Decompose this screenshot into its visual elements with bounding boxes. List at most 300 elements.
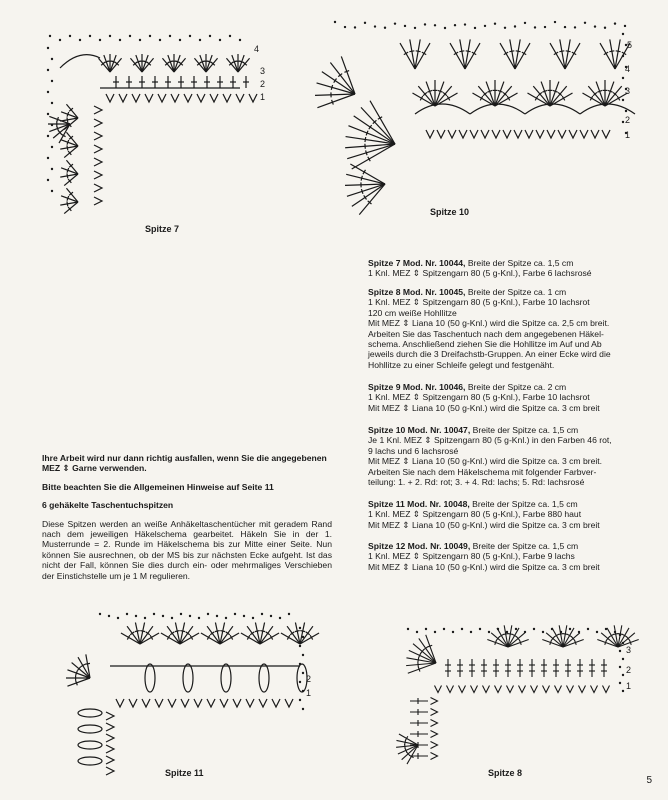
chain-dot <box>551 628 553 630</box>
stitch-bar <box>459 51 464 52</box>
chain-dot <box>622 658 624 660</box>
v-stitch <box>236 94 244 102</box>
chain-dot <box>51 146 53 148</box>
v-stitch <box>481 130 489 138</box>
chain-dot <box>452 631 454 633</box>
chain-dot <box>189 35 191 37</box>
treble-stitch <box>110 55 116 72</box>
v-stitch <box>94 184 102 192</box>
chain-dot <box>279 617 281 619</box>
stitch-bar <box>300 631 305 632</box>
treble-stitch <box>142 58 154 72</box>
row-number-3: 3 <box>626 645 632 655</box>
chain-dot <box>109 35 111 37</box>
v-stitch <box>431 720 438 727</box>
v-stitch <box>94 145 102 153</box>
treble-stitch <box>346 174 385 184</box>
treble-stitch <box>341 56 355 94</box>
v-stitch <box>602 130 610 138</box>
v-stitch <box>94 106 102 114</box>
v-stitch <box>106 767 114 775</box>
treble-stitch <box>142 55 148 72</box>
chain-dot <box>234 613 236 615</box>
chain-dot <box>135 615 137 617</box>
row-1-v-marks <box>106 94 257 102</box>
stitch-bar <box>260 631 265 632</box>
chain-dot <box>180 613 182 615</box>
treble-stitch <box>174 58 186 72</box>
stitch-bar <box>466 51 471 52</box>
stitch-bar <box>498 90 503 92</box>
chain-dot <box>479 628 481 630</box>
chain-dot <box>424 23 426 25</box>
treble-stitch <box>104 55 110 72</box>
chain-dot <box>89 35 91 37</box>
chain-dot <box>229 35 231 37</box>
v-stitch <box>483 686 490 693</box>
v-stitch <box>448 130 456 138</box>
chain-dot <box>625 110 627 112</box>
stitch-bar <box>616 51 621 52</box>
chain-dot <box>533 628 535 630</box>
stitch-bar <box>180 631 185 632</box>
chain-dot <box>302 672 304 674</box>
stitch-bar <box>613 634 618 635</box>
leaf-stitch <box>221 664 231 692</box>
v-stitch <box>514 130 522 138</box>
v-stitch <box>246 699 254 707</box>
caption-spitze-10: Spitze 10 <box>430 207 470 217</box>
chain-dot <box>425 628 427 630</box>
row-number-4: 4 <box>625 64 631 74</box>
v-stitch <box>543 686 550 693</box>
chain-dot <box>622 77 624 79</box>
chain-dot <box>474 27 476 29</box>
treble-stitch <box>588 86 605 106</box>
chain-dot <box>334 21 336 23</box>
row-number-2: 2 <box>260 79 266 89</box>
chain-dot <box>524 631 526 633</box>
diagram-spitze-7 <box>40 28 280 218</box>
chain-dot <box>504 27 506 29</box>
chain-dot <box>506 631 508 633</box>
chain-dot <box>47 69 49 71</box>
chain-dot <box>554 21 556 23</box>
chain-dot <box>299 681 301 683</box>
stitch-bar <box>365 137 366 142</box>
chain-dot <box>624 25 626 27</box>
v-stitch <box>145 94 153 102</box>
chain-dot <box>622 674 624 676</box>
treble-stitch <box>130 58 142 72</box>
chain-dot <box>299 645 301 647</box>
v-stitch <box>142 699 150 707</box>
v-stitch <box>94 171 102 179</box>
v-stitch <box>435 686 442 693</box>
entry-spitze-8: Spitze 8 Mod. Nr. 10045, Breite der Spitze ca. 1 cm 1 Knl. MEZ ⇕ Spitzengarn 80 (5 g-Knl.), Farbe 10 lachsrot 120 cm weiße Hohllitze Mit MEZ ⇕ Liana 10 (50 g-Knl.) wird die Spitze ca. 2,5 cm breit. Arbeiten Sie das Taschentuch nach dem angegebenen Häkel- schema. Anschließend ziehen Sie die Hohllitze im Auf und Ab jeweils durch die 3 Dreifachstb-Gruppen. An einer Ecke wird die Hohllitze zu einer Schleife gelegt und festgenäht. <box>368 287 611 370</box>
notice-text: Ihre Arbeit wird nur dann richtig ausfallen, wenn Sie die angegebenen MEZ ⇕ Garne verwenden. <box>42 453 327 474</box>
v-stitch <box>119 94 127 102</box>
chain-dot <box>605 628 607 630</box>
stitch-bar <box>332 100 334 105</box>
chain-dot <box>299 627 301 629</box>
v-stitch <box>492 130 500 138</box>
diagram-spitze-11 <box>70 608 330 778</box>
leaf-stitch <box>259 664 269 692</box>
chain-dot <box>198 617 200 619</box>
chain-dot <box>299 699 301 701</box>
treble-stitch <box>232 55 238 72</box>
chain-dot <box>79 39 81 41</box>
chain-dot <box>139 39 141 41</box>
v-stitch <box>459 686 466 693</box>
stitch-bar <box>366 131 368 136</box>
treble-stitch <box>605 82 614 106</box>
v-stitch <box>531 686 538 693</box>
v-stitch <box>94 197 102 205</box>
corner-arc <box>48 55 100 143</box>
v-stitch <box>249 94 257 102</box>
v-stitch <box>210 94 218 102</box>
row-number-1: 1 <box>260 92 266 102</box>
v-stitch <box>220 699 228 707</box>
v-stitch <box>525 130 533 138</box>
chain-dot <box>354 26 356 28</box>
stitch-bar <box>503 634 508 635</box>
v-stitch <box>272 699 280 707</box>
treble-stitch <box>53 124 70 138</box>
chain-dots <box>99 613 304 710</box>
leaf-stitch <box>78 709 102 717</box>
chain-dot <box>49 35 51 37</box>
chain-dot <box>219 39 221 41</box>
chain-dot <box>288 613 290 615</box>
stitch-bar <box>409 51 414 52</box>
chain-dot <box>144 617 146 619</box>
stitch-bar <box>175 631 180 632</box>
v-stitch <box>194 699 202 707</box>
stitch-bar <box>608 90 613 92</box>
chain-dot <box>619 650 621 652</box>
chain-dot <box>622 690 624 692</box>
treble-stitch <box>352 144 395 169</box>
row-number-1: 1 <box>306 688 312 698</box>
leaf-stitch <box>78 725 102 733</box>
stitch-bar <box>516 51 521 52</box>
treble-stitch <box>426 82 435 106</box>
treble-stitch <box>533 86 550 106</box>
chain-dot <box>47 91 49 93</box>
left-fans <box>60 104 78 213</box>
entry-spitze-7: Spitze 7 Mod. Nr. 10044, Breite der Spitze ca. 1,5 cm 1 Knl. MEZ ⇕ Spitzengarn 80 (5 g-Knl.), Farbe 6 lachsrosé <box>368 258 592 279</box>
chain-dot <box>587 628 589 630</box>
v-stitch <box>447 686 454 693</box>
treble-stitch <box>345 184 385 185</box>
treble-stitch <box>317 94 355 108</box>
v-stitch <box>158 94 166 102</box>
chain-dot <box>594 25 596 27</box>
treble-stitch <box>495 82 504 106</box>
chain-dot <box>574 26 576 28</box>
stitch-bar <box>67 140 69 145</box>
v-stitch <box>591 130 599 138</box>
chain-dot <box>416 631 418 633</box>
chain-dot <box>464 23 466 25</box>
chain-dot <box>207 613 209 615</box>
chain-dot <box>622 55 624 57</box>
row-1-v-marks <box>116 699 293 707</box>
v-stitch <box>106 756 114 764</box>
chain-dot <box>622 99 624 101</box>
stitch-bar <box>438 90 443 92</box>
chain-dot <box>171 617 173 619</box>
treble-stitch <box>206 55 212 72</box>
chain-dot <box>414 27 416 29</box>
v-stitch <box>437 130 445 138</box>
row-number-2: 2 <box>626 665 632 675</box>
subheading: 6 gehäkelte Taschentuchspitzen <box>42 500 174 511</box>
left-column-marks <box>106 712 114 775</box>
chain-dot <box>622 33 624 35</box>
v-stitch <box>507 686 514 693</box>
leaf-stitch <box>78 757 102 765</box>
v-stitch <box>591 686 598 693</box>
treble-stitch <box>110 58 122 72</box>
stitch-bar <box>67 173 68 178</box>
stitch-bar <box>609 51 614 52</box>
hint-text: Bitte beachten Sie die Allgemeinen Hinweise auf Seite 11 <box>42 481 274 492</box>
stitch-bar <box>559 51 564 52</box>
chain-dot <box>169 35 171 37</box>
chain-dot <box>461 628 463 630</box>
stitch-bar <box>566 51 571 52</box>
chain-dot <box>69 35 71 37</box>
diagram-spitze-8 <box>388 615 638 765</box>
entry-title: Spitze 10 Mod. Nr. 10047, <box>368 425 471 435</box>
v-stitch <box>155 699 163 707</box>
chain-dot <box>514 25 516 27</box>
chain-dot <box>434 631 436 633</box>
chain-dot <box>454 24 456 26</box>
row-number-3: 3 <box>260 66 266 76</box>
chain-dot <box>252 617 254 619</box>
treble-stitch <box>67 678 90 686</box>
left-column-marks <box>396 698 437 765</box>
treble-stitch <box>478 86 495 106</box>
treble-stitch <box>495 86 512 106</box>
chain-dot <box>126 613 128 615</box>
treble-stitch <box>98 58 110 72</box>
chain-dot <box>243 615 245 617</box>
chain-dot <box>444 27 446 29</box>
chain-dot <box>302 690 304 692</box>
v-stitch <box>503 130 511 138</box>
stitch-bar <box>57 126 59 131</box>
chain-dot <box>216 615 218 617</box>
treble-stitch <box>350 164 385 184</box>
v-stitch <box>106 94 114 102</box>
chain-dot <box>199 39 201 41</box>
v-stitch <box>171 94 179 102</box>
stitch-bar <box>509 51 514 52</box>
row-4-fans <box>98 54 249 72</box>
chain-dot <box>149 35 151 37</box>
row-number-2: 2 <box>625 115 631 125</box>
left-column-marks <box>94 106 102 205</box>
treble-stitch <box>605 86 622 106</box>
stitch-bar <box>427 90 432 92</box>
chain-dot <box>560 631 562 633</box>
chain-dots <box>47 35 241 192</box>
treble-stitch <box>238 58 250 72</box>
chain-dot <box>225 617 227 619</box>
chain-dot <box>59 39 61 41</box>
v-stitch <box>603 686 610 693</box>
chain-dot <box>407 628 409 630</box>
entry-spitze-11: Spitze 11 Mod. Nr. 10048, Breite der Spitze ca. 1,5 cm 1 Knl. MEZ ⇕ Spitzengarn 80 (5 g-Knl.), Farbe 880 haut Mit MEZ ⇕ Liana 10 (50 g-Knl.) wird die Spitze ca. 3 cm breit <box>368 499 600 530</box>
v-stitch <box>223 94 231 102</box>
chain-dot <box>270 615 272 617</box>
treble-stitch <box>226 58 238 72</box>
treble-stitch <box>402 745 418 760</box>
v-stitch <box>94 158 102 166</box>
chain-dots <box>334 21 627 134</box>
chain-dot <box>299 663 301 665</box>
chain-dot <box>51 102 53 104</box>
row-number-1: 1 <box>625 130 631 140</box>
v-stitch <box>106 712 114 720</box>
row-number-1: 1 <box>626 681 632 691</box>
stitch-bar <box>418 657 419 662</box>
chain-dot <box>434 24 436 26</box>
chain-dot <box>494 23 496 25</box>
chain-dot <box>564 26 566 28</box>
stitch-bar <box>361 176 362 181</box>
chain-dot <box>302 636 304 638</box>
caption-spitze-8: Spitze 8 <box>488 768 523 778</box>
caption-spitze-7: Spitze 7 <box>145 224 180 234</box>
chain-dot <box>374 25 376 27</box>
v-stitch <box>431 709 438 716</box>
stitch-bar <box>542 90 547 92</box>
v-stitch <box>536 130 544 138</box>
treble-stitch <box>435 82 444 106</box>
treble-stitch <box>550 82 559 106</box>
row-number-2: 2 <box>306 674 312 684</box>
stitch-bar <box>331 85 332 90</box>
v-stitch <box>567 686 574 693</box>
chain-dot <box>47 113 49 115</box>
v-stitch <box>132 94 140 102</box>
v-stitch <box>181 699 189 707</box>
v-stitch <box>259 699 267 707</box>
chain-dot <box>544 26 546 28</box>
row-number-4: 4 <box>254 44 260 54</box>
v-stitch <box>426 130 434 138</box>
treble-stitch <box>315 94 355 95</box>
v-stitch <box>106 723 114 731</box>
caption-spitze-11: Spitze 11 <box>165 768 204 778</box>
chain-dot <box>51 80 53 82</box>
v-stitch <box>285 699 293 707</box>
v-stitch <box>569 130 577 138</box>
treble-stitch <box>330 62 355 94</box>
v-stitch <box>555 686 562 693</box>
chain-dot <box>47 157 49 159</box>
stitch-bar <box>85 663 90 664</box>
chain-arc <box>415 104 470 114</box>
chain-dot <box>542 631 544 633</box>
chain-dot <box>189 615 191 617</box>
chain-dot <box>364 22 366 24</box>
treble-stitch <box>317 83 355 94</box>
chain-dot <box>515 628 517 630</box>
row-2-stitches <box>100 76 249 88</box>
stitch-bar <box>361 189 363 194</box>
chain-dot <box>614 22 616 24</box>
chain-dot <box>108 615 110 617</box>
row-number-5: 5 <box>627 40 633 50</box>
stitch-bar <box>67 117 68 122</box>
chain-arc <box>525 104 580 114</box>
leaf-stitch <box>145 664 155 692</box>
stitch-bar <box>76 681 78 686</box>
entry-spitze-12: Spitze 12 Mod. Nr. 10049, Breite der Spitze ca. 1,5 cm 1 Knl. MEZ ⇕ Spitzengarn 80 (5 g-Knl.), Farbe 9 lachs Mit MEZ ⇕ Liana 10 (50 g-Knl.) wird die Spitze ca. 3 cm breit <box>368 541 600 572</box>
entry-spitze-10: Spitze 10 Mod. Nr. 10047, Breite der Spitze ca. 1,5 cm Je 1 Knl. MEZ ⇕ Spitzengarn 80 (5 g-Knl.) in den Farben 46 rot, 9 lachs und 6 lachsrosé Mit MEZ ⇕ Liana 10 (50 g-Knl.) wird die Spitze ca. 3 cm breit. Arbeiten Sie nach dem Häkelschema mit folgender Farbver- teilung: 1. + 2. Rd: rot; 3. + 4. Rd: lachs; 5. Rd: lachsrosé <box>368 425 612 488</box>
chain-dot <box>578 631 580 633</box>
chain-dot <box>51 190 53 192</box>
stitch-bar <box>67 112 69 117</box>
chain-dot <box>162 615 164 617</box>
treble-stitch <box>322 72 355 94</box>
treble-stitch <box>435 86 452 106</box>
v-stitch <box>470 130 478 138</box>
treble-stitch <box>541 82 550 106</box>
chain-dot <box>51 168 53 170</box>
chain-dot <box>470 631 472 633</box>
corner-arc <box>60 55 100 68</box>
chain-arcs <box>415 104 635 114</box>
treble-stitch <box>200 55 206 72</box>
chain-dot <box>51 58 53 60</box>
treble-stitch <box>162 58 174 72</box>
chain-dot <box>99 613 101 615</box>
stitch-bar <box>558 634 563 635</box>
chain-dot <box>302 708 304 710</box>
stitch-bar <box>220 631 225 632</box>
row-2-stitches <box>445 659 607 677</box>
v-stitch <box>207 699 215 707</box>
chain-dot <box>619 682 621 684</box>
chain-dot <box>569 628 571 630</box>
v-stitch <box>558 130 566 138</box>
stitch-bar <box>416 51 421 52</box>
entry-title: Spitze 7 Mod. Nr. 10044, <box>368 258 466 268</box>
stitch-bar <box>140 631 145 632</box>
v-stitch <box>106 745 114 753</box>
chain-dot <box>622 121 624 123</box>
v-stitch <box>94 132 102 140</box>
chain-dot <box>497 628 499 630</box>
v-stitch <box>129 699 137 707</box>
v-stitch <box>431 731 438 738</box>
stitch-bar <box>57 117 59 122</box>
chain-dot <box>443 628 445 630</box>
stitch-bar <box>597 90 602 92</box>
v-stitch <box>116 699 124 707</box>
chain-dot <box>344 26 346 28</box>
chain-dot <box>209 35 211 37</box>
